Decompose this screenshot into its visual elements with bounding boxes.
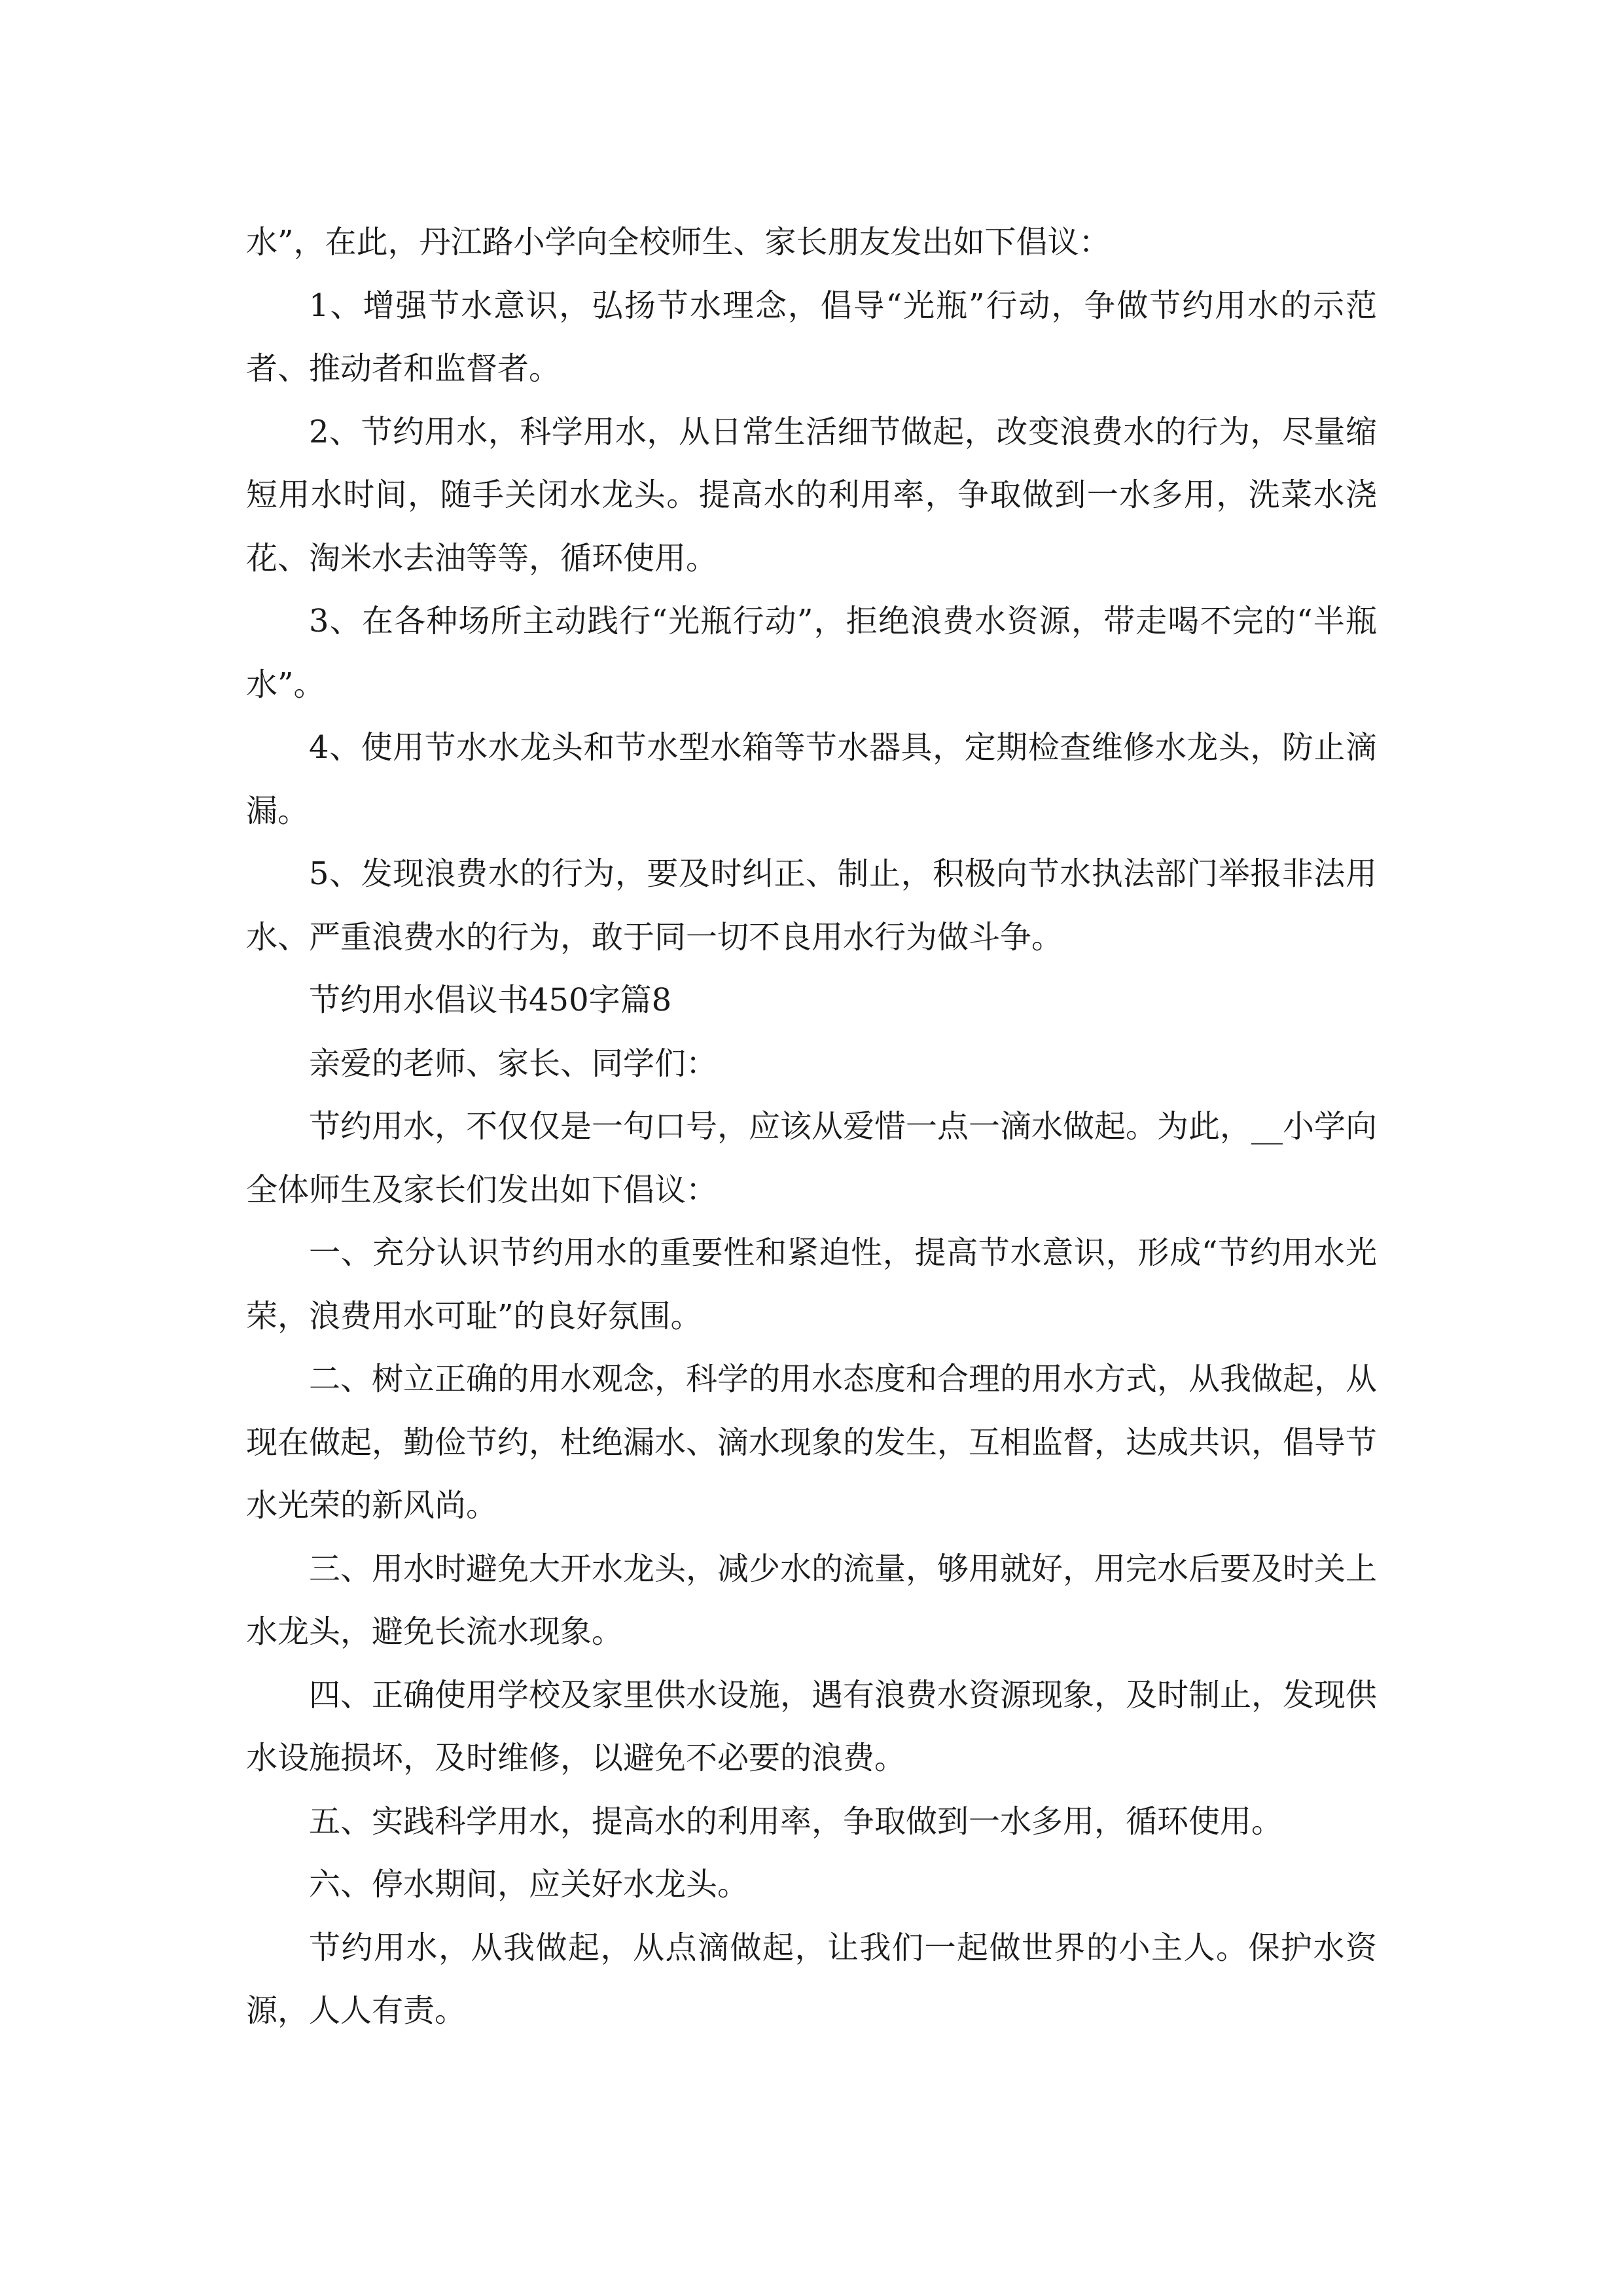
paragraph-proposal-4: 4、使用节水水龙头和节水型水箱等节水器具，定期检查维修水龙头，防止滴漏。 (246, 729, 1377, 829)
paragraph-proposal-3: 3、在各种场所主动践行“光瓶行动”，拒绝浪费水资源，带走喝不完的“半瓶水”。 (246, 603, 1377, 703)
paragraph-item-6: 六、停水期间，应关好水龙头。 (309, 1866, 749, 1903)
paragraph-item-5: 五、实践科学用水，提高水的利用率，争取做到一水多用，循环使用。 (309, 1803, 1283, 1840)
salutation: 亲爱的老师、家长、同学们： (309, 1045, 718, 1082)
document-body (246, 211, 1377, 2043)
paragraph-proposal-1: 1、增强节水意识，弘扬节水理念，倡导“光瓶”行动，争做节约用水的示范者、推动者和监督者。 (246, 287, 1377, 387)
paragraph-proposal-2: 2、节约用水，科学用水，从日常生活细节做起，改变浪费水的行为，尽量缩短用水时间，随手关闭水龙头。提高水的利用率，争取做到一水多用，洗菜水浇花、淘米水去油等等，循环使用。 (246, 413, 1377, 577)
paragraph-intro: 节约用水，不仅仅是一句口号，应该从爱惜一点一滴水做起。为此，__小学向全体师生及家长们发出如下倡议： (246, 1108, 1378, 1208)
paragraph-closing: 节约用水，从我做起，从点滴做起，让我们一起做世界的小主人。保护水资源，人人有责。 (246, 1929, 1377, 2029)
paragraph-item-3: 三、用水时避免大开水龙头，减少水的流量，够用就好，用完水后要及时关上水龙头，避免长流水现象。 (246, 1550, 1378, 1650)
paragraph-proposal-5: 5、发现浪费水的行为，要及时纠正、制止，积极向节水执法部门举报非法用水、严重浪费水的行为，敢于同一切不良用水行为做斗争。 (246, 855, 1377, 956)
paragraph-continuation: 水”，在此，丹江路小学向全校师生、家长朋友发出如下倡议： (246, 224, 1111, 260)
paragraph-item-1: 一、充分认识节约用水的重要性和紧迫性，提高节水意识，形成“节约用水光荣，浪费用水可耻”的良好氛围。 (246, 1234, 1377, 1335)
section-heading: 节约用水倡议书450字篇8 (309, 982, 672, 1018)
paragraph-item-4: 四、正确使用学校及家里供水设施，遇有浪费水资源现象，及时制止，发现供水设施损坏，及时维修，以避免不必要的浪费。 (246, 1676, 1378, 1776)
paragraph-item-2: 二、树立正确的用水观念，科学的用水态度和合理的用水方式，从我做起，从现在做起，勤俭节约，杜绝漏水、滴水现象的发生，互相监督，达成共识，倡导节水光荣的新风尚。 (246, 1361, 1378, 1524)
